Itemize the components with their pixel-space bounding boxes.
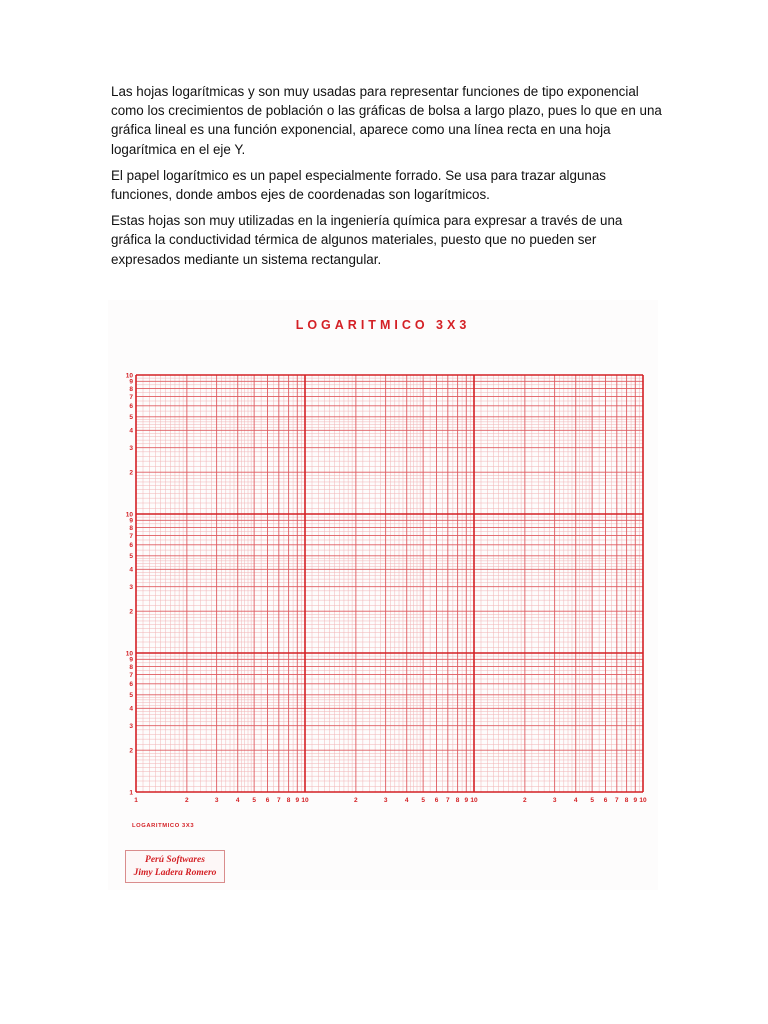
x-tick-label: 4 xyxy=(573,797,578,804)
x-tick-label: 1 xyxy=(134,797,138,804)
stamp-line-company: Perú Softwares xyxy=(145,855,205,865)
y-tick-label: 10 xyxy=(125,650,133,658)
x-tick-label: 7 xyxy=(615,797,619,804)
y-tick-label: 6 xyxy=(129,403,133,411)
y-tick-label: 3 xyxy=(129,444,133,452)
graph-paper-caption: LOGARITMICO 3X3 xyxy=(132,823,195,829)
y-tick-label: 5 xyxy=(129,414,133,422)
y-tick-label: 7 xyxy=(129,532,133,540)
author-stamp xyxy=(125,850,225,883)
y-tick-label: 8 xyxy=(129,663,133,671)
x-tick-label: 8 xyxy=(624,797,629,804)
x-tick-label: 9 xyxy=(295,797,300,804)
y-tick-label: 10 xyxy=(125,511,133,519)
log-log-grid xyxy=(108,300,658,890)
x-tick-label: 5 xyxy=(252,797,256,804)
x-tick-label: 5 xyxy=(590,797,594,804)
x-tick-label: 10 xyxy=(470,797,478,804)
y-tick-label: 3 xyxy=(129,583,133,591)
x-tick-label: 3 xyxy=(383,797,388,804)
y-tick-label: 1 xyxy=(129,789,133,797)
y-tick-label: 10 xyxy=(125,372,133,380)
x-tick-label: 6 xyxy=(265,797,270,804)
y-tick-label: 4 xyxy=(129,427,133,435)
x-tick-label: 2 xyxy=(354,797,358,804)
x-tick-label: 2 xyxy=(185,797,189,804)
y-tick-label: 2 xyxy=(129,469,133,477)
stamp-line-author: Jimy Ladera Romero xyxy=(133,868,217,878)
x-tick-label: 5 xyxy=(421,797,425,804)
x-tick-label: 7 xyxy=(277,797,281,804)
x-tick-label: 3 xyxy=(214,797,219,804)
x-tick-label: 9 xyxy=(464,797,469,804)
x-tick-label: 8 xyxy=(286,797,291,804)
graph-paper-title: LOGARITMICO 3X3 xyxy=(295,318,471,332)
x-tick-label: 4 xyxy=(235,797,240,804)
log-graph-paper-image xyxy=(108,300,658,890)
x-tick-label: 10 xyxy=(639,797,647,804)
x-tick-label: 9 xyxy=(633,797,638,804)
x-tick-label: 8 xyxy=(455,797,460,804)
paragraph-1: Las hojas logarítmicas y son muy usadas para representar funciones de tipo exponencial como los crecimientos de población o las gráficas de bolsa a largo plazo, pues lo que en una gráfica lineal es una función exponencial, aparece como una línea recta en una hoja logarítmica en el eje Y. xyxy=(111,84,662,157)
y-tick-label: 8 xyxy=(129,385,133,393)
paragraph-2: El papel logarítmico es un papel especialmente forrado. Se usa para trazar algunas funciones, donde ambos ejes de coordenadas son logarítmicos. xyxy=(111,167,607,203)
x-tick-label: 3 xyxy=(552,797,557,804)
y-tick-label: 5 xyxy=(129,692,133,700)
y-tick-label: 5 xyxy=(129,553,133,561)
y-tick-label: 6 xyxy=(129,542,133,550)
paragraph-3: Estas hojas son muy utilizadas en la ingeniería química para expresar a través de una gráfica la conductividad térmica de algunos materiales, puesto que no pueden ser expresados mediante un sistema rectangular. xyxy=(111,213,623,267)
y-tick-label: 7 xyxy=(129,671,133,679)
document-body xyxy=(111,82,664,276)
x-tick-label: 7 xyxy=(446,797,450,804)
y-tick-label: 6 xyxy=(129,681,133,689)
y-tick-label: 2 xyxy=(129,747,133,755)
y-tick-label: 7 xyxy=(129,393,133,401)
y-tick-label: 9 xyxy=(129,378,133,386)
x-tick-label: 6 xyxy=(434,797,439,804)
y-tick-label: 4 xyxy=(129,566,133,574)
x-tick-label: 4 xyxy=(404,797,409,804)
x-tick-label: 2 xyxy=(523,797,527,804)
y-tick-label: 4 xyxy=(129,705,133,713)
y-tick-label: 9 xyxy=(129,517,133,525)
y-tick-label: 2 xyxy=(129,608,133,616)
y-tick-label: 9 xyxy=(129,656,133,664)
y-tick-label: 8 xyxy=(129,524,133,532)
x-tick-label: 10 xyxy=(301,797,309,804)
x-tick-label: 6 xyxy=(603,797,608,804)
y-tick-label: 3 xyxy=(129,722,133,730)
